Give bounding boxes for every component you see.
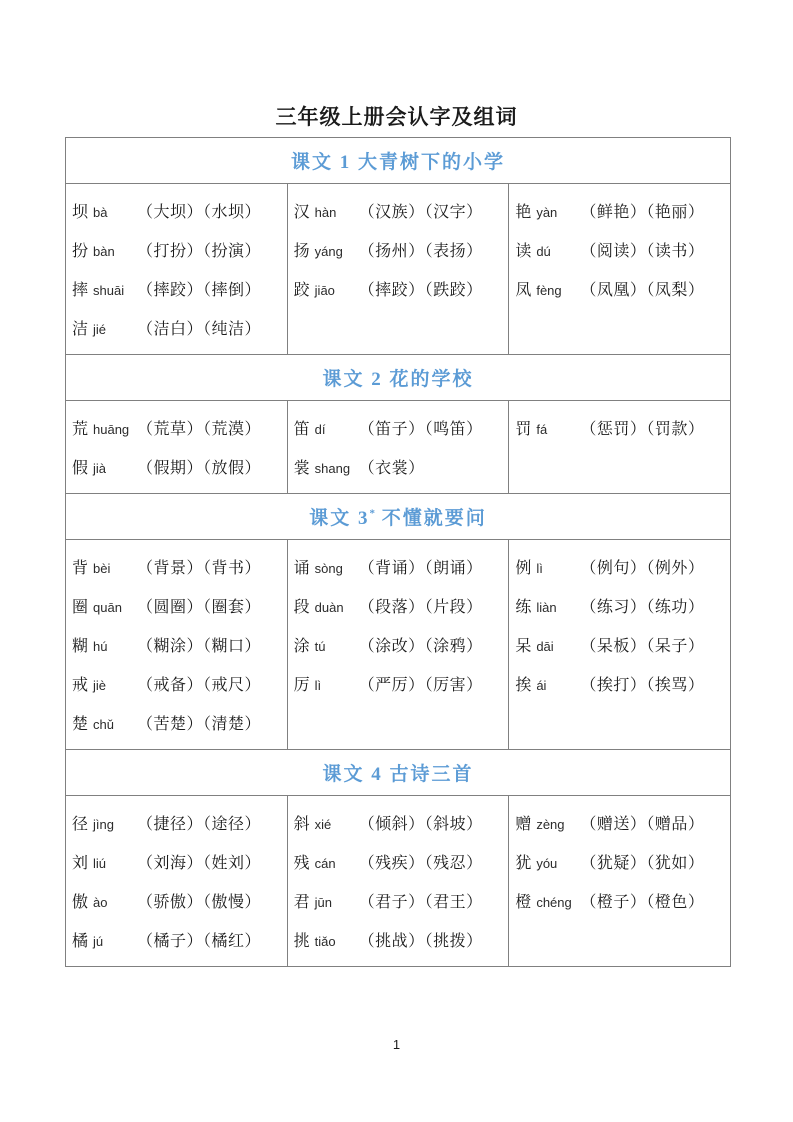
vocab-entry (515, 408, 726, 447)
vocab-column (509, 796, 731, 967)
entry-character: 傲 (72, 894, 89, 911)
entry-head (72, 711, 134, 734)
entry-words: （假期）（放假） (137, 460, 262, 477)
vocab-entry (72, 881, 283, 920)
section-header-row (66, 750, 731, 796)
entry-pinyin: shuāi (93, 283, 125, 298)
vocab-entry (515, 842, 726, 881)
entry-head (515, 555, 577, 578)
vocab-entry (294, 803, 505, 842)
section-header-asterisk: * (369, 507, 375, 520)
vocab-entry (515, 547, 726, 586)
entry-head (515, 633, 577, 656)
entry-pinyin: ào (93, 895, 108, 910)
vocab-entry (72, 703, 283, 742)
entry-words: （摔跤）（摔倒） (137, 282, 262, 299)
entry-words: （捷径）（途径） (137, 816, 262, 833)
entry-words: （苦楚）（清楚） (137, 716, 262, 733)
entry-pinyin: hàn (314, 205, 337, 220)
entry-character: 赠 (515, 816, 532, 833)
entry-head (72, 672, 134, 695)
entry-words: （衣裳） (358, 460, 425, 477)
entry-head (294, 555, 356, 578)
entry-character: 涂 (293, 638, 310, 655)
vocab-entry (294, 586, 505, 625)
entry-character: 坝 (72, 204, 89, 221)
entry-words: （挑战）（挑拨） (358, 933, 483, 950)
section-header-text: 课文 3 (309, 508, 370, 529)
entry-pinyin: zèng (536, 817, 565, 832)
entry-head (294, 594, 356, 617)
entry-head (72, 811, 134, 834)
entry-words: （刘海）（姓刘） (137, 855, 262, 872)
entry-pinyin: chǔ (93, 717, 114, 732)
entry-character: 读 (515, 243, 532, 260)
entry-pinyin: cán (314, 856, 336, 871)
vocab-entry (72, 269, 283, 308)
vocab-entry (294, 664, 505, 703)
entry-head (294, 889, 356, 912)
entry-pinyin: shang (314, 461, 351, 476)
vocab-entry (294, 191, 505, 230)
section-header (66, 494, 731, 540)
entry-pinyin: jià (93, 461, 107, 476)
entry-head (515, 277, 577, 300)
entry-head (294, 672, 356, 695)
vocab-entry (72, 308, 283, 347)
vocab-entry (294, 447, 505, 486)
entry-character: 径 (72, 816, 89, 833)
entry-pinyin: jú (93, 934, 104, 949)
entry-character: 例 (515, 560, 532, 577)
entry-head (294, 850, 356, 873)
entry-character: 背 (72, 560, 89, 577)
entry-words: （扬州）（表扬） (358, 243, 483, 260)
entry-head (294, 811, 356, 834)
entry-character: 橙 (515, 894, 532, 911)
vocab-column (509, 540, 731, 750)
entry-character: 呆 (515, 638, 532, 655)
entry-character: 荒 (72, 421, 89, 438)
entry-words: （摔跤）（跌跤） (358, 282, 483, 299)
entry-pinyin: dú (536, 244, 551, 259)
entry-pinyin: bà (93, 205, 108, 220)
vocab-column (287, 184, 509, 355)
entry-pinyin: lì (314, 678, 322, 693)
entry-pinyin: yáng (314, 244, 343, 259)
vocab-entry (515, 191, 726, 230)
entry-pinyin: xié (314, 817, 332, 832)
entry-character: 裳 (293, 460, 310, 477)
entry-pinyin: fá (536, 422, 548, 437)
entry-words: （背景）（背书） (137, 560, 262, 577)
entry-character: 戒 (72, 677, 89, 694)
vocab-entry (515, 269, 726, 308)
entry-head (72, 555, 134, 578)
entry-character: 诵 (293, 560, 310, 577)
entry-head (294, 416, 356, 439)
entry-words: （橘子）（橘红） (137, 933, 262, 950)
entry-words: （打扮）（扮演） (137, 243, 262, 260)
section-header-row (66, 138, 731, 184)
entry-words: （阅读）（读书） (580, 243, 705, 260)
vocab-entry (72, 408, 283, 447)
entry-pinyin: quān (93, 600, 122, 615)
entry-pinyin: yàn (536, 205, 558, 220)
section-header (66, 750, 731, 796)
entry-words: （君子）（君王） (358, 894, 483, 911)
entry-words: （糊涂）（糊口） (137, 638, 262, 655)
vocab-entry (294, 881, 505, 920)
vocab-entry (294, 269, 505, 308)
vocab-entry (515, 664, 726, 703)
vocab-entry (294, 842, 505, 881)
section-header (66, 138, 731, 184)
section-header-text: 不懂就要问 (375, 508, 487, 529)
vocab-entry (515, 881, 726, 920)
vocab-column (66, 796, 288, 967)
entry-head (515, 889, 577, 912)
entry-head (294, 928, 356, 951)
section-header-row (66, 355, 731, 401)
entry-head (294, 277, 356, 300)
entry-words: （汉族）（汉字） (358, 204, 483, 221)
entry-pinyin: ái (536, 678, 547, 693)
entry-words: （惩罚）（罚款） (580, 421, 705, 438)
vocab-entry (72, 842, 283, 881)
entry-head (515, 811, 577, 834)
entry-head (294, 633, 356, 656)
vocab-table (65, 137, 731, 967)
section-header-row (66, 494, 731, 540)
entry-character: 段 (293, 599, 310, 616)
entry-words: （大坝）（水坝） (137, 204, 262, 221)
vocab-column (66, 540, 288, 750)
vocab-entry (294, 408, 505, 447)
entry-character: 斜 (293, 816, 310, 833)
entry-character: 练 (515, 599, 532, 616)
entry-head (515, 594, 577, 617)
entry-character: 挑 (293, 933, 310, 950)
vocab-entry (72, 803, 283, 842)
section-header-text: 课文 2 花的学校 (322, 369, 474, 390)
entry-pinyin: liú (93, 856, 107, 871)
entry-words: （洁白）（纯洁） (137, 321, 262, 338)
section-header-text: 课文 1 大青树下的小学 (290, 152, 505, 173)
vocab-entry (72, 664, 283, 703)
vocab-column (66, 401, 288, 494)
entry-character: 挨 (515, 677, 532, 694)
entry-head (294, 455, 356, 478)
entry-pinyin: jūn (314, 895, 333, 910)
entry-words: （涂改）（涂鸦） (358, 638, 483, 655)
entry-head (72, 277, 134, 300)
vocab-column (509, 184, 731, 355)
entry-head (72, 455, 134, 478)
entry-head (72, 889, 134, 912)
entry-head (72, 316, 134, 339)
section-content-row (66, 540, 731, 750)
vocab-entry (515, 230, 726, 269)
entry-head (72, 633, 134, 656)
entry-words: （犹疑）（犹如） (580, 855, 705, 872)
entry-pinyin: yóu (536, 856, 558, 871)
entry-pinyin: chéng (536, 895, 572, 910)
entry-words: （笛子）（鸣笛） (358, 421, 483, 438)
entry-character: 洁 (72, 321, 89, 338)
entry-character: 跤 (293, 282, 310, 299)
entry-pinyin: jiāo (314, 283, 335, 298)
entry-words: （凤凰）（凤梨） (580, 282, 705, 299)
vocab-entry (72, 191, 283, 230)
vocab-entry (294, 547, 505, 586)
entry-words: （圆圈）（圈套） (137, 599, 262, 616)
vocab-entry (72, 547, 283, 586)
entry-head (515, 672, 577, 695)
entry-character: 罚 (515, 421, 532, 438)
section-header-text: 课文 4 古诗三首 (322, 764, 474, 785)
entry-words: （呆板）（呆子） (580, 638, 705, 655)
entry-pinyin: tiǎo (314, 934, 336, 949)
entry-pinyin: fèng (536, 283, 562, 298)
vocab-entry (515, 586, 726, 625)
entry-character: 残 (293, 855, 310, 872)
vocab-entry (294, 920, 505, 959)
entry-words: （戒备）（戒尺） (137, 677, 262, 694)
entry-pinyin: tú (314, 639, 326, 654)
vocab-entry (72, 447, 283, 486)
entry-words: （骄傲）（傲慢） (137, 894, 262, 911)
entry-character: 摔 (72, 282, 89, 299)
entry-head (515, 238, 577, 261)
section-content-row (66, 796, 731, 967)
entry-pinyin: huāng (93, 422, 130, 437)
entry-character: 君 (293, 894, 310, 911)
entry-head (72, 928, 134, 951)
entry-words: （练习）（练功） (580, 599, 705, 616)
entry-words: （荒草）（荒漠） (137, 421, 262, 438)
section-header (66, 355, 731, 401)
vocab-column (287, 401, 509, 494)
entry-head (72, 199, 134, 222)
entry-head (294, 238, 356, 261)
entry-character: 艳 (515, 204, 532, 221)
entry-pinyin: hú (93, 639, 108, 654)
entry-character: 厉 (293, 677, 310, 694)
entry-words: （橙子）（橙色） (580, 894, 705, 911)
entry-words: （严厉）（厉害） (358, 677, 483, 694)
entry-pinyin: liàn (536, 600, 557, 615)
entry-pinyin: jiè (93, 678, 107, 693)
entry-words: （赠送）（赠品） (580, 816, 705, 833)
entry-character: 圈 (72, 599, 89, 616)
entry-head (294, 199, 356, 222)
entry-pinyin: jié (93, 322, 107, 337)
entry-pinyin: duàn (314, 600, 344, 615)
vocab-entry (515, 803, 726, 842)
page-number: 1 (392, 1037, 401, 1052)
vocab-entry (72, 920, 283, 959)
entry-character: 楚 (72, 716, 89, 733)
entry-head (72, 594, 134, 617)
entry-head (515, 199, 577, 222)
entry-character: 橘 (72, 933, 89, 950)
entry-character: 扮 (72, 243, 89, 260)
vocab-column (287, 796, 509, 967)
entry-character: 汉 (293, 204, 310, 221)
entry-head (72, 416, 134, 439)
entry-character: 假 (72, 460, 89, 477)
page-title: 三年级上册会认字及组词 (275, 106, 518, 129)
vocab-entry (294, 230, 505, 269)
entry-pinyin: dí (314, 422, 326, 437)
vocab-entry (72, 586, 283, 625)
entry-pinyin: bàn (93, 244, 115, 259)
entry-character: 笛 (293, 421, 310, 438)
section-content-row (66, 184, 731, 355)
vocab-entry (72, 230, 283, 269)
vocab-entry (515, 625, 726, 664)
vocab-column (287, 540, 509, 750)
entry-words: （段落）（片段） (358, 599, 483, 616)
entry-pinyin: lì (536, 561, 543, 576)
entry-pinyin: jìng (93, 817, 114, 832)
entry-pinyin: sòng (314, 561, 343, 576)
entry-character: 糊 (72, 638, 89, 655)
vocab-entry (294, 625, 505, 664)
entry-head (72, 850, 134, 873)
section-content-row (66, 401, 731, 494)
entry-character: 凤 (515, 282, 532, 299)
entry-character: 刘 (72, 855, 89, 872)
entry-words: （鲜艳）（艳丽） (580, 204, 705, 221)
entry-head (515, 416, 577, 439)
entry-pinyin: bèi (93, 561, 111, 576)
vocab-entry (72, 625, 283, 664)
entry-words: （倾斜）（斜坡） (358, 816, 483, 833)
entry-words: （例句）（例外） (580, 560, 705, 577)
entry-head (515, 850, 577, 873)
vocab-column (509, 401, 731, 494)
entry-pinyin: dāi (536, 639, 554, 654)
entry-character: 犹 (515, 855, 532, 872)
entry-words: （残疾）（残忍） (358, 855, 483, 872)
vocab-column (66, 184, 288, 355)
entry-character: 扬 (293, 243, 310, 260)
entry-words: （挨打）（挨骂） (580, 677, 705, 694)
entry-words: （背诵）（朗诵） (358, 560, 483, 577)
entry-head (72, 238, 134, 261)
